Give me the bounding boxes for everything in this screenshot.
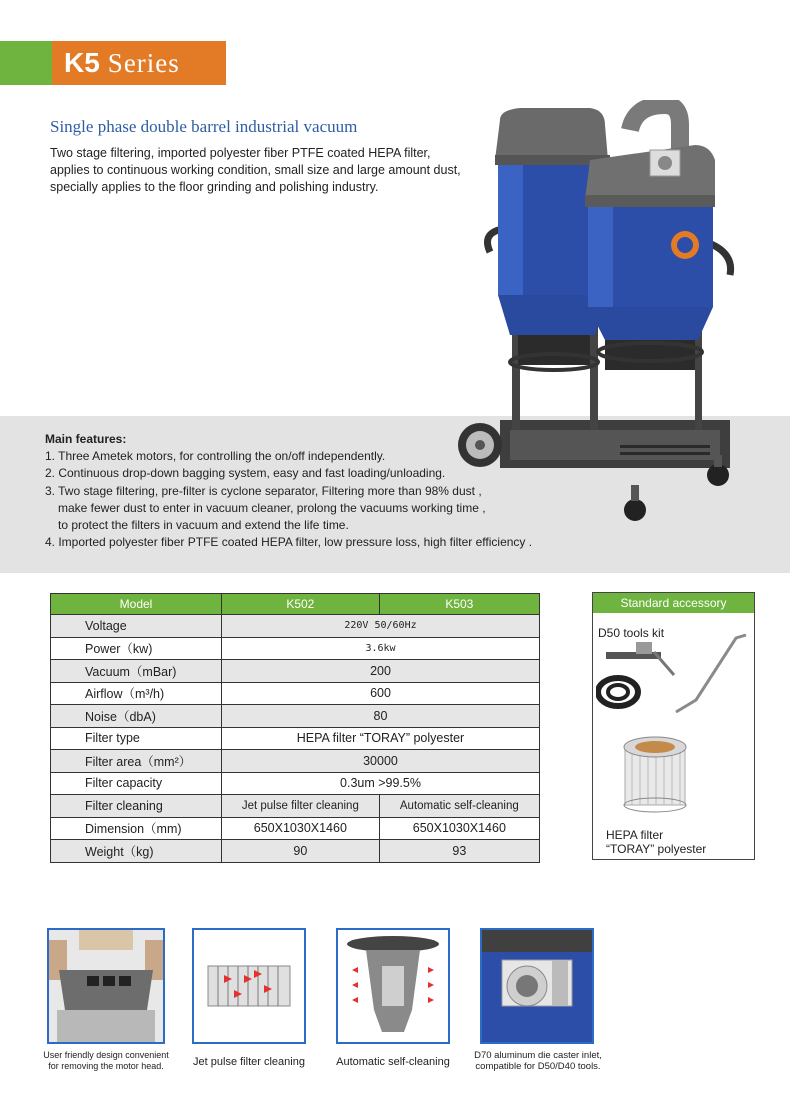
feature-line: 3. Two stage filtering, pre-filter is cyclone separator, Filtering more than 98% dust , [45, 483, 482, 498]
tools-kit-image [596, 630, 752, 720]
row-label: Noise（dbA) [51, 705, 222, 728]
row-value: 80 [222, 705, 540, 728]
row-label: Dimension（mm) [51, 817, 222, 840]
thumbnail-inlet [480, 928, 594, 1044]
features-heading: Main features: [45, 432, 127, 446]
table-row [51, 840, 540, 863]
series-code: K5 [64, 47, 100, 78]
row-label: Vacuum（mBar) [51, 660, 222, 683]
table-row [51, 660, 540, 683]
product-intro [50, 145, 480, 196]
caption-line: User friendly design convenient [43, 1050, 169, 1060]
row-label: Filter type [51, 727, 222, 750]
hepa-label-line: HEPA filter [606, 828, 664, 842]
table-row [51, 795, 540, 818]
caption-line: for removing the motor head. [48, 1061, 164, 1071]
row-value: 220V 50/60Hz [222, 615, 540, 638]
row-value-k502: 650X1030X1460 [222, 817, 380, 840]
thumbnail-motor-head [47, 928, 165, 1044]
row-value-k503: Automatic self-cleaning [379, 795, 539, 818]
table-row [51, 817, 540, 840]
intro-line: Two stage filtering, imported polyester fiber PTFE coated HEPA filter, [50, 146, 431, 160]
accessory-heading: Standard accessory [593, 593, 754, 613]
feature-line: 1. Three Ametek motors, for controlling the on/off independently. [45, 449, 386, 464]
row-value-k502: 90 [222, 840, 380, 863]
feature-line: 4. Imported polyester fiber PTFE coated HEPA filter, low pressure loss, high filter efficiency . [45, 535, 533, 550]
thumbnail-self-cleaning [336, 928, 450, 1044]
main-features [45, 431, 532, 551]
header-green-block [0, 41, 52, 85]
caption-self-cleaning: Automatic self-cleaning [336, 1056, 450, 1068]
accessory-hepa-label [606, 828, 706, 856]
table-row [51, 637, 540, 660]
caption-line: D70 aluminum die caster inlet, [474, 1050, 602, 1061]
row-label: Voltage [51, 615, 222, 638]
table-row [51, 750, 540, 773]
row-value-k503: 650X1030X1460 [379, 817, 539, 840]
header-k503: K503 [379, 594, 539, 615]
spec-table [50, 593, 540, 863]
accessory-d50-label: D50 tools kit [598, 626, 665, 640]
feature-line: to protect the filters in vacuum and extend the life time. [58, 518, 349, 533]
table-row [51, 615, 540, 638]
hepa-filter-image [620, 733, 690, 813]
header-k502: K502 [222, 594, 380, 615]
table-row [51, 705, 540, 728]
caption-line: compatible for D50/D40 tools. [475, 1061, 601, 1072]
row-label: Power（kw) [51, 637, 222, 660]
thumbnail-jet-pulse [192, 928, 306, 1044]
row-value: 3.6kw [222, 637, 540, 660]
row-value: 600 [222, 682, 540, 705]
table-row [51, 772, 540, 795]
row-value: 200 [222, 660, 540, 683]
row-label: Filter cleaning [51, 795, 222, 818]
row-value: 0.3um >99.5% [222, 772, 540, 795]
caption-motor-head [42, 1050, 170, 1072]
row-value: HEPA filter “TORAY” polyester [222, 727, 540, 750]
intro-line: applies to continuous working condition, small size and large amount dust, [50, 163, 461, 177]
caption-inlet [472, 1050, 604, 1072]
row-label: Filter area（mm²） [51, 750, 222, 773]
feature-line: 2. Continuous drop-down bagging system, easy and fast loading/unloading. [45, 466, 446, 481]
spec-header-row [51, 594, 540, 615]
header-model: Model [51, 594, 222, 615]
hepa-label-line: “TORAY” polyester [606, 842, 707, 856]
table-row [51, 727, 540, 750]
series-title [52, 41, 226, 85]
caption-jet-pulse: Jet pulse filter cleaning [193, 1056, 305, 1068]
intro-line: specially applies to the floor grinding and polishing industry. [50, 180, 379, 194]
row-value-k503: 93 [379, 840, 539, 863]
row-label: Filter capacity [51, 772, 222, 795]
row-label: Weight（kg) [51, 840, 222, 863]
product-subtitle: Single phase double barrel industrial vacuum [50, 117, 358, 136]
row-value: 30000 [222, 750, 540, 773]
series-word: Series [107, 47, 180, 78]
feature-line: make fewer dust to enter in vacuum cleaner, prolong the vacuums working time , [58, 500, 486, 515]
table-row [51, 682, 540, 705]
row-value-k502: Jet pulse filter cleaning [222, 795, 380, 818]
row-label: Airflow（m³/h) [51, 682, 222, 705]
